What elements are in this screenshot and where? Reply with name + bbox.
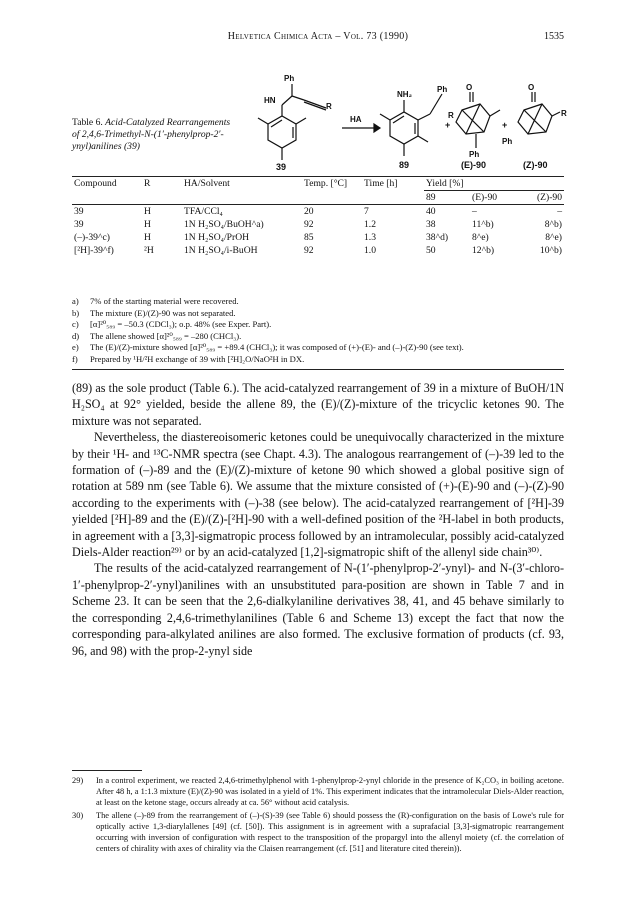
table-footnote-marker: c) — [72, 319, 79, 330]
table-footnote — [72, 354, 564, 366]
table-footnote-text: 7% of the starting material were recovered. — [90, 296, 239, 306]
col-r: R — [142, 177, 182, 191]
table-cell-temp: 20 — [304, 206, 314, 217]
table-cell-r: H — [144, 219, 151, 230]
paragraph-3: The results of the acid-catalyzed rearrangement of N-(1′-phenylprop-2′-ynyl)- and N-(3′-chloro-1′-phenylprop-2′-ynyl)anilines with an unsubstituted para-position are shown in Table 7 and in Scheme 23. It can be seen that the 2,6-dialkylaniline derivatives 38, 41, and 45 behave similarly to the corresponding 2,4,6-trimethylanilines (Table 6 and Scheme 13) except the fact that now the corresponding para-alkylated anilines are also formed. The exclusive formation of products (cf. 93, 96, and 98) with the prop-2-ynyl side — [72, 561, 564, 658]
table-footnote-text: The allene showed [α]²⁰₅₈₉ = –280 (CHCl₃). — [90, 330, 242, 341]
body-text — [72, 380, 564, 659]
table-cell-time: 1.3 — [364, 232, 376, 243]
scheme-ph-label: Ph — [284, 74, 295, 83]
table-cell-r: H — [144, 206, 151, 217]
scheme-o-label-e: O — [466, 83, 473, 92]
table-footnote — [72, 319, 564, 331]
table-cell-ye90: 12^b) — [472, 245, 495, 256]
table-cell-yz90: 8^e) — [545, 232, 562, 243]
table-cell-ye90: 11^b) — [472, 219, 494, 230]
reaction-scheme — [240, 72, 570, 172]
structure-z90 — [518, 92, 560, 134]
table-cell-time: 7 — [364, 206, 369, 217]
scheme-ph-label-z: Ph — [502, 137, 513, 146]
structure-e90 — [456, 92, 500, 148]
table-cell-solvent: 1N H₂SO₄/BuOH^a) — [184, 219, 264, 230]
scheme-r-label-z: R — [561, 109, 567, 118]
table-cell-r: H — [144, 232, 151, 243]
table-cell-y89: 50 — [426, 245, 436, 256]
footnote-rule — [72, 770, 142, 771]
table-cell-ye90: 8^e) — [472, 232, 489, 243]
table-footnote-marker: d) — [72, 330, 80, 341]
footnote-marker: 30) — [72, 810, 84, 820]
footnote-marker: 29) — [72, 776, 84, 785]
table-footnote-marker: a) — [72, 296, 79, 306]
table-footnote-marker: e) — [72, 342, 79, 353]
table-footnote — [72, 308, 564, 320]
table-6-body — [72, 205, 564, 258]
table-cell-time: 1.2 — [364, 219, 376, 230]
table-cell-temp: 85 — [304, 232, 314, 243]
paragraph-1: (89) as the sole product (Table 6.). The acid-catalyzed rearrangement of 39 in a mixture of BuOH/1N H₂SO₄ at 92° yielded, beside the allene 89, the (E)/(Z)-mixture of the tricyclic ketones 90. The mixture was not separated. — [72, 381, 564, 428]
table-cell-compound: (–)-39^c) — [74, 232, 110, 243]
scheme-hn-label: HN — [264, 96, 276, 105]
table-footnotes — [72, 296, 564, 366]
table-cell-ye90: – — [472, 206, 477, 217]
page-footnotes — [72, 775, 564, 855]
table-footnote — [72, 331, 564, 343]
table-footnote — [72, 342, 564, 354]
col-yield: Yield [%] — [424, 177, 564, 191]
table-cell-y89: 40 — [426, 206, 436, 217]
col-temp: Temp. [°C] — [302, 177, 362, 191]
scheme-r-label-e: R — [448, 111, 454, 120]
table-cell-yz90: 10^b) — [539, 245, 562, 256]
table-cell-compound: 39 — [74, 219, 84, 230]
table-cell-y89: 38^d) — [426, 232, 449, 243]
table-row — [72, 244, 564, 257]
structure-89 — [380, 94, 442, 156]
table-cell-yz90: 8^b) — [544, 219, 562, 230]
table-cell-compound: [²H]-39^f) — [74, 245, 114, 256]
col-solvent: HA/Solvent — [182, 177, 302, 191]
scheme-nh2-label: NH₂ — [397, 90, 413, 99]
table-footnote-text: Prepared by ¹H/²H exchange of 39 with [²H]₂O/NaO²H in DX. — [90, 353, 305, 364]
table-footnote — [72, 296, 564, 308]
journal-title: Helvetica Chimica Acta – Vol. 73 (1990) — [227, 31, 409, 42]
table-footnote-text: [α]²⁰₅₈₉ = –50.3 (CDCl₃); o.p. 48% (see Exper. Part). — [90, 319, 272, 330]
table-cell-temp: 92 — [304, 245, 314, 256]
table-cell-solvent: 1N H₂SO₄/PrOH — [184, 232, 250, 243]
table-subheader-row — [72, 191, 564, 205]
footnote-30 — [72, 810, 564, 855]
table-cell-r: ²H — [144, 245, 154, 256]
table-cell-solvent: TFA/CCl₄ — [184, 206, 223, 217]
table-footnote-marker: b) — [72, 307, 80, 318]
footnote-text: In a control experiment, we reacted 2,4,6-trimethylphenol with 1-phenylprop-2-ynyl chloride in the presence of K₂CO₃ in boiling acetone. After 48 h, a 1:1.3 mixture (E)/(Z)-90 was isolated in a yield of 1%. This experiment indicates that the intramolecular Diels-Alder reaction, at least on the ketone stage, occurs already at ca. 56° without acid catalysis. — [96, 776, 564, 808]
scheme-ph-label-89: Ph — [437, 85, 448, 94]
table-row — [72, 218, 564, 231]
scheme-r-label: R — [326, 102, 332, 111]
col-time: Time [h] — [362, 177, 424, 191]
label-z90: (Z)-90 — [523, 160, 548, 170]
table-cell-solvent: 1N H₂SO₄/i-BuOH — [184, 245, 258, 256]
plus-sign-2: + — [502, 120, 508, 130]
table-cell-compound: 39 — [74, 206, 84, 217]
table-footnote-text: The mixture (E)/(Z)-90 was not separated. — [90, 307, 236, 318]
table-caption — [72, 117, 232, 153]
scheme-o-label-z: O — [528, 83, 535, 92]
table-row — [72, 205, 564, 219]
table-header-row — [72, 177, 564, 191]
table-caption-text: Acid-Catalyzed Rearrangements of 2,4,6-Trimethyl-N-(1′-phenylprop-2′-ynyl)anilines (39) — [72, 117, 231, 152]
table-row — [72, 231, 564, 244]
scheme-ph-label-e: Ph — [469, 150, 480, 159]
table-cell-yz90: – — [557, 206, 562, 217]
reaction-arrow — [342, 124, 380, 132]
col-yield-89: 89 — [424, 191, 470, 205]
table-label: Table 6. — [72, 117, 103, 128]
table-footnote-marker: f) — [72, 353, 78, 364]
page-number: 1535 — [544, 31, 564, 42]
table-footnote-text: The (E)/(Z)-mixture showed [α]²⁰₅₈₉ = +89.4 (CHCl₃); it was composed of (+)-(E)- and (–)-(Z)-90 (see text). — [90, 342, 464, 353]
paragraph-2: Nevertheless, the diastereoisomeric ketones could be unequivocally characterized in the mixture by their ¹H- and ¹³C-NMR spectra (see Chapt. 4.3). The analogous rearrangement of (–)-39 led to the formation of (–)-89 and the (E)/(Z)-mixture of ketone 90 which showed a global positive sign of rotation at 589 nm (see Table 6). We assume that the mixture consisted of (+)-(E)-90 and (–)-(Z)-90 according to the experiments with (–)-38 (see below). The acid-catalyzed rearrangement of [²H]-39 yielded [²H]-89 and the (E)/(Z)-[²H]-90 with a well-defined position of the ²H-label in both products, in agreement with a [3,3]-sigmatropic process followed by an intramolecular, possibly acid-catalyzed Diels-Alder reaction²⁹⁾ or by an acid-catalyzed [1,2]-sigmatropic shift of the allenyl side chain³⁰⁾. — [72, 430, 564, 560]
plus-sign-1: + — [445, 120, 451, 130]
table-6 — [72, 176, 564, 257]
col-yield-e90: (E)-90 — [470, 191, 522, 205]
label-39: 39 — [276, 162, 287, 172]
col-compound: Compound — [72, 177, 142, 191]
table-cell-temp: 92 — [304, 219, 314, 230]
label-e90: (E)-90 — [461, 160, 487, 170]
reagent-label: HA — [350, 115, 362, 124]
table-end-rule — [72, 369, 564, 370]
footnote-29 — [72, 775, 564, 809]
label-89: 89 — [399, 160, 410, 170]
table-cell-time: 1.0 — [364, 245, 376, 256]
table-cell-y89: 38 — [426, 219, 436, 230]
footnote-text: The allene (–)-89 from the rearrangement of (–)-(S)-39 (see Table 6) should possess the (R)-configuration on the basis of Lowe's rule for optically active 1,3-diarylallenes [49] (cf. [50]). This assignment is in agreement with a suprafacial [3,3]-sigmatropic rearrangement occurring with inversion of configuration with respect to the transposition of the propargyl into the allenyl moiety (cf. the correlation of centers of chirality with axes of chirality via the Claisen rearrangement (cf. [51] and literature cited therein)). — [96, 810, 564, 854]
col-yield-z90: (Z)-90 — [522, 191, 564, 205]
